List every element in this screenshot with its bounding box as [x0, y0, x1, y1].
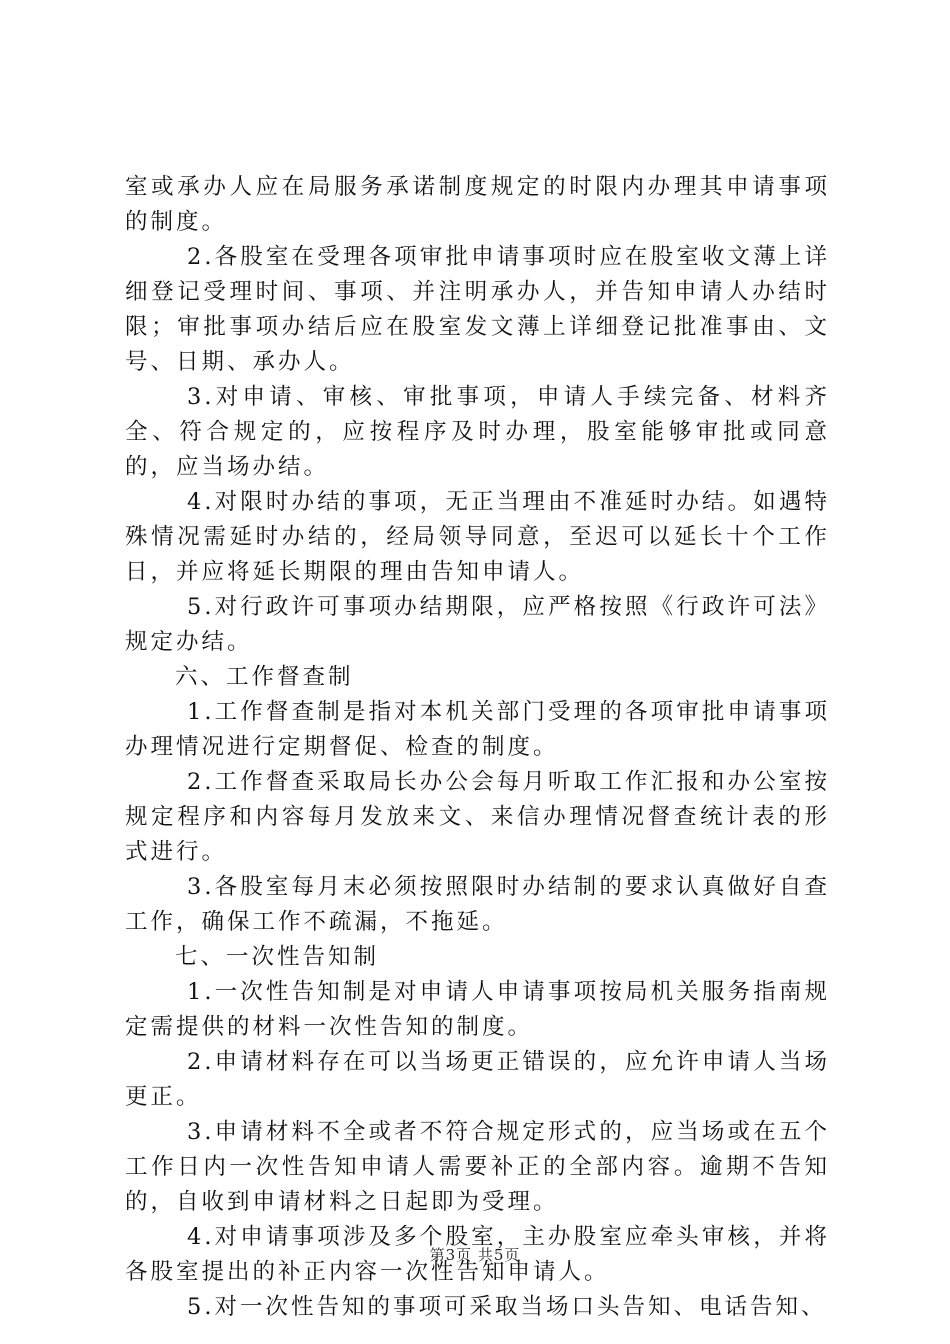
paragraph-item-7-4: 4.对申请事项涉及多个股室，主办股室应牵头审核，并将各股室提出的补正内容一次性告知申请人。	[125, 1224, 830, 1285]
paragraph-item-5-5: 5.对行政许可事项办结期限，应严格按照《行政许可法》规定办结。	[125, 594, 830, 655]
document-body	[125, 170, 830, 1325]
section-heading-7: 七、一次性告知制	[175, 944, 380, 970]
paragraph-item-5-4: 4.对限时办结的事项，无正当理由不准延时办结。如遇特殊情况需延时办结的，经局领导同意，至迟可以延长十个工作日，并应将延长期限的理由告知申请人。	[125, 489, 830, 585]
paragraph-continuation: 室或承办人应在局服务承诺制度规定的时限内办理其申请事项的制度。	[125, 174, 830, 235]
page-number-footer: 第3页 共5页	[429, 1246, 521, 1264]
paragraph-item-6-1: 1.工作督查制是指对本机关部门受理的各项审批申请事项办理情况进行定期督促、检查的制度。	[125, 699, 830, 760]
paragraph-item-7-1: 1.一次性告知制是对申请人申请事项按局机关服务指南规定需提供的材料一次性告知的制度。	[125, 979, 830, 1040]
paragraph-item-5-2: 2.各股室在受理各项审批申请事项时应在股室收文薄上详细登记受理时间、事项、并注明承办人，并告知申请人办结时限；审批事项办结后应在股室发文薄上详细登记批准事由、文号、日期、承办人。	[125, 244, 830, 375]
paragraph-item-5-3: 3.对申请、审核、审批事项，申请人手续完备、材料齐全、符合规定的，应按程序及时办理，股室能够审批或同意的，应当场办结。	[125, 384, 830, 480]
paragraph-item-7-2: 2.申请材料存在可以当场更正错误的，应允许申请人当场更正。	[125, 1049, 830, 1110]
paragraph-item-6-2: 2.工作督查采取局长办公会每月听取工作汇报和办公室按规定程序和内容每月发放来文、来信办理情况督查统计表的形式进行。	[125, 769, 830, 865]
section-heading-6: 六、工作督查制	[175, 664, 354, 690]
paragraph-item-7-5: 5.对一次性告知的事项可采取当场口头告知、电话告知、	[187, 1294, 827, 1320]
paragraph-item-7-3: 3.申请材料不全或者不符合规定形式的，应当场或在五个工作日内一次性告知申请人需要补正的全部内容。逾期不告知的，自收到申请材料之日起即为受理。	[125, 1119, 830, 1215]
paragraph-item-6-3: 3.各股室每月末必须按照限时办结制的要求认真做好自查工作，确保工作不疏漏，不拖延。	[125, 874, 830, 935]
